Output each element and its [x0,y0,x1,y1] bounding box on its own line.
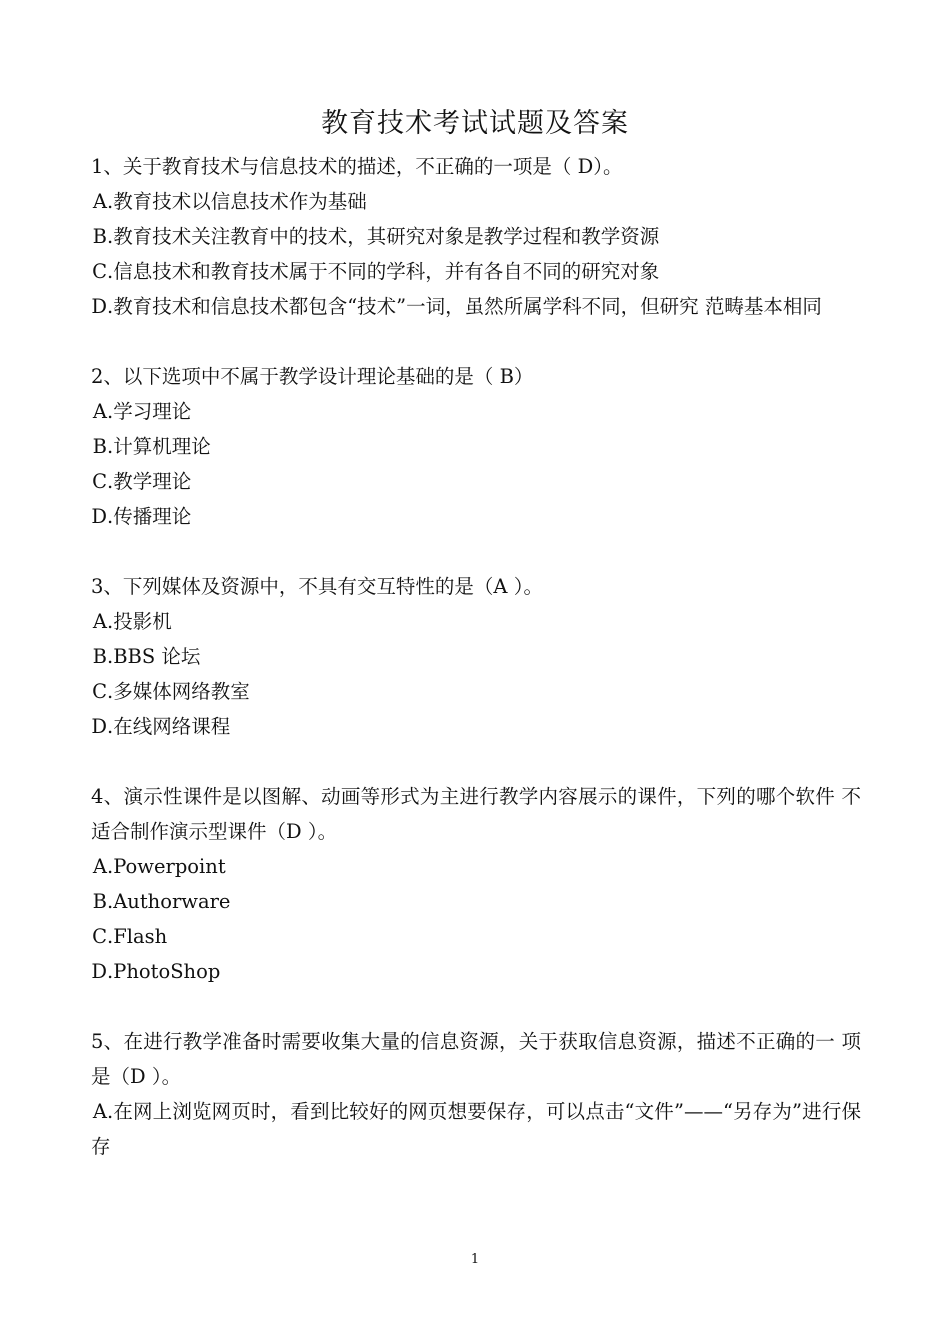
option-letter: D [91,505,107,528]
question-4 [91,779,861,989]
option-c [91,464,861,499]
option-text: .Flash [107,925,168,948]
question-stem: 2、以下选项中不属于教学设计理论基础的是（ B） [91,365,534,388]
option-text: .教育技术关注教育中的技术，其研究对象是教学过程和教学资源 [107,225,660,248]
question-2 [91,359,861,534]
option-letter: D [91,295,107,318]
option-text: .BBS 论坛 [107,645,201,668]
option-letter: D [91,960,107,983]
option-text: .传播理论 [107,505,192,528]
option-c [91,919,861,954]
option-d [91,954,861,989]
option-b [91,884,861,919]
option-text: .多媒体网络教室 [107,680,250,703]
option-text: .教育技术以信息技术作为基础 [107,190,367,213]
option-b [91,639,861,674]
option-text: .信息技术和教育技术属于不同的学科，并有各自不同的研究对象 [107,260,660,283]
option-d [91,499,861,534]
option-letter: C [92,260,107,283]
question-1 [91,149,861,324]
option-letter: A [92,190,107,213]
option-text: .计算机理论 [107,435,211,458]
question-list [91,149,861,1199]
option-b [91,219,861,254]
option-a [91,1094,861,1164]
option-text: .在网上浏览网页时，看到比较好的网页想要保存，可以点击“文件”——“另存为”进行保存 [91,1100,861,1158]
question-stem: 1、关于教育技术与信息技术的描述，不正确的一项是（ D）。 [91,155,623,178]
option-a [91,849,861,884]
option-letter: A [92,855,107,878]
option-letter: C [92,680,107,703]
option-a [91,394,861,429]
option-b [91,429,861,464]
question-5 [91,1024,861,1164]
option-text: .投影机 [107,610,172,633]
option-d [91,289,861,324]
option-text: .教育技术和信息技术都包含“技术”一词，虽然所属学科不同，但研究 范畴基本相同 [107,295,822,318]
question-stem: 4、演示性课件是以图解、动画等形式为主进行教学内容展示的课件，下列的哪个软件 不适合制作演示型课件（D ）。 [91,785,861,843]
page-number: 1 [470,1252,480,1267]
option-letter: B [92,645,107,668]
option-text: .教学理论 [107,470,192,493]
option-d [91,709,861,744]
option-letter: D [91,715,107,738]
option-letter: A [92,610,107,633]
option-text: .学习理论 [107,400,192,423]
option-letter: A [92,1100,107,1123]
option-letter: C [92,925,107,948]
option-text: .在线网络课程 [107,715,231,738]
question-stem: 5、在进行教学准备时需要收集大量的信息资源，关于获取信息资源，描述不正确的一 项是（D ）。 [91,1030,861,1088]
option-c [91,674,861,709]
option-a [91,184,861,219]
document-title: 教育技术考试试题及答案 [321,108,629,139]
question-3 [91,569,861,744]
option-letter: B [92,435,107,458]
option-text: .Powerpoint [107,855,226,878]
option-letter: C [92,470,107,493]
option-text: .Authorware [107,890,231,913]
option-letter: B [92,225,107,248]
option-a [91,604,861,639]
option-text: .PhotoShop [107,960,221,983]
option-letter: B [92,890,107,913]
question-stem: 3、下列媒体及资源中，不具有交互特性的是（A ）。 [91,575,543,598]
option-letter: A [92,400,107,423]
option-c [91,254,861,289]
